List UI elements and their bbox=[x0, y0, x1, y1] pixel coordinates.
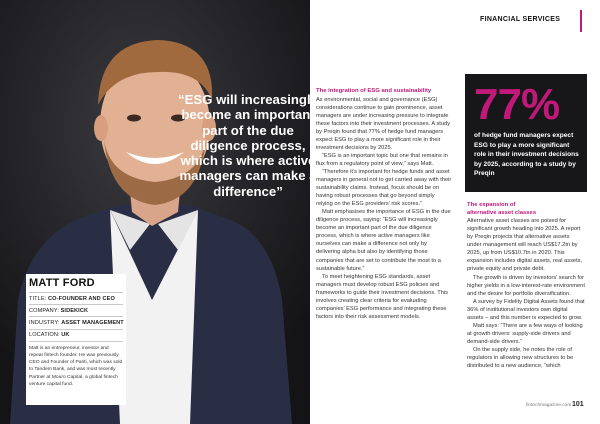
profile-industry-row bbox=[29, 317, 123, 329]
column-2-paragraph: On the supply side, he notes the role of regulators in allowing new structures to be distributed to a new audience, “which bbox=[467, 346, 574, 370]
profile-industry-key: INDUSTRY: bbox=[29, 319, 60, 326]
column-2-heading-line1: The expansion of bbox=[467, 202, 516, 208]
column-1-heading: The integration of ESG and sustainability bbox=[316, 88, 432, 94]
profile-title-row bbox=[29, 293, 123, 305]
column-1-paragraph: “Therefore it’s important for hedge funds and asset managers in general not to get carried away with their sustainability claims. Instead, focus should be on having robust processes that go beyond simply relying on the ESG providers’ risk scores.” bbox=[316, 169, 452, 208]
profile-company-value: SIDEKICK bbox=[60, 307, 89, 314]
column-2-heading-line2: alternative asset classes bbox=[467, 209, 537, 216]
profile-industry-value: ASSET MANAGEMENT bbox=[61, 319, 124, 326]
profile-name: MATT FORD bbox=[29, 277, 123, 293]
article-column-2 bbox=[467, 202, 585, 370]
column-2-paragraph: Alternative asset classes are poised for significant growth heading into 2025. A report by Preqin projects that alternative assets under management will reach US$17.2tn by 2025, up from US$10.7tn in 2020. This expansion includes digital assets, real assets, private equity and private debt. bbox=[467, 218, 583, 273]
column-2-paragraph: A survey by Fidelity Digital Assets found that 36% of institutional investors own digital assets – and this number is expected to grow. bbox=[467, 298, 585, 321]
pull-quote: “ESG will increasingly become an important part of the due diligence process, which is where active managers can make a difference” bbox=[178, 92, 318, 199]
stat-callout bbox=[465, 74, 587, 192]
column-2-heading bbox=[467, 202, 585, 217]
column-1-paragraph: As environmental, social and governance (ESG) considerations continue to gain prominence, asset managers are under increasing pressure to integrate these factors into their investment processes. A study by Preqin found that 77% of hedge fund managers expect ESG to play a more significant role in their investment decisions by 2025. bbox=[316, 96, 451, 151]
profile-location-key: LOCATION: bbox=[29, 332, 60, 339]
stat-value: 77% bbox=[474, 80, 560, 129]
profile-location-value: UK bbox=[61, 332, 70, 339]
article-column-1 bbox=[316, 88, 452, 321]
column-1-paragraph: “ESG is an important topic but one that remains in flux from a regulatory point of view,” says Matt. bbox=[316, 152, 448, 167]
footer-url: fintechmagazine.com bbox=[526, 403, 572, 408]
profile-bio: Matt is an entrepreneur, investor and repeat fintech founder. He was previously CEO and Founder of Pariti, which was sold to Tandem Bank, and was most recently Partner at Mouro Capital, a global fintech venture capital fund. bbox=[29, 345, 123, 387]
column-2-paragraph: Matt says: “There are a few ways of looking at growth drivers: supply-side drivers and demand-side drivers.” bbox=[467, 322, 583, 345]
column-1-paragraph: To meet heightening ESG standards, asset managers must develop robust ESG policies and frameworks to guide their investment decisions. This involves creating clear criteria for evaluating companies’ ESG performance and integrating these factors into their risk assessment models. bbox=[316, 273, 449, 320]
profile-company-key: COMPANY: bbox=[29, 307, 59, 314]
profile-location-row bbox=[29, 330, 123, 342]
profile-title-key: TITLE: bbox=[29, 295, 47, 302]
column-2-paragraph: The growth is driven by investors’ search for higher yields in a low-interest-rate environment and the desire for portfolio diversification. bbox=[467, 274, 585, 297]
page-number: 101 bbox=[572, 401, 584, 408]
column-1-paragraph: Matt emphasises the importance of ESG in the due diligence process, saying: “ESG will increasingly become an important part of the due diligence process, which is where active managers like ourselves can make a difference not only by delivering alpha but also by identifying those companies that are set to contribute the most to a sustainable future.” bbox=[316, 209, 451, 272]
profile-company-row bbox=[29, 305, 123, 317]
profile-title-value: CO-FOUNDER AND CEO bbox=[48, 295, 115, 302]
stat-caption: of hedge fund managers expect ESG to play a more significant role in their investment decisions by 2025, according to a study by Preqin bbox=[474, 132, 579, 178]
profile-card bbox=[26, 274, 126, 405]
section-rule bbox=[580, 10, 582, 32]
section-label: FINANCIAL SERVICES bbox=[480, 16, 561, 23]
